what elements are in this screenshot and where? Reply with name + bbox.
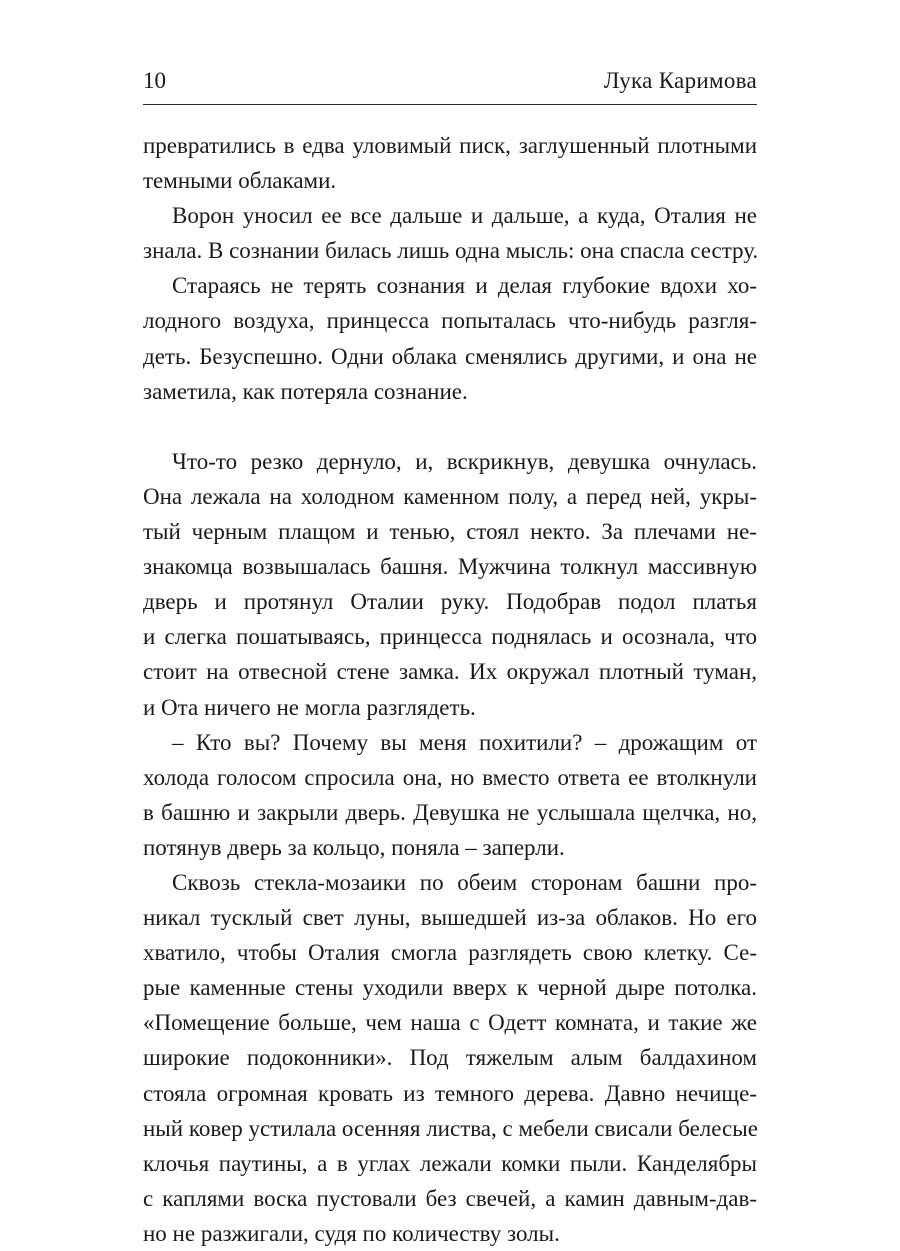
text-line: ный ковер устилала осенняя листва, с мебели свисали белесые bbox=[143, 1115, 758, 1141]
text-line: деть. Безуспешно. Одни облака сменялись другими, и она не bbox=[143, 343, 757, 369]
text-line: заметила, как потеряла сознание. bbox=[143, 378, 468, 404]
text-line: клочья паутины, а в углах лежали комки пыли. Канделябры bbox=[143, 1150, 757, 1176]
running-head-author: Лука Каримова bbox=[603, 68, 757, 93]
text-line: Сквозь стекла-мозаики по обеим сторонам башни про- bbox=[172, 869, 757, 895]
text-line: хватило, чтобы Оталия смогла разглядеть свою клетку. Се- bbox=[143, 940, 757, 966]
text-line: рые каменные стены уходили вверх к черной дыре потолка. bbox=[143, 975, 757, 1001]
text-line: стоит на отвесной стене замка. Их окружал плотный туман, bbox=[143, 659, 757, 685]
text-line: дверь и протянул Оталии руку. Подобрав подол платья bbox=[143, 589, 757, 615]
text-line: темными облаками. bbox=[143, 168, 337, 194]
text-line: Ворон уносил ее все дальше и дальше, а куда, Оталия не bbox=[172, 203, 757, 229]
text-line: знала. В сознании билась лишь одна мысль: она спасла сестру. bbox=[143, 238, 759, 264]
text-line: «Помещение больше, чем наша с Одетт комната, и такие же bbox=[143, 1010, 757, 1036]
text-line: но не разжигали, судя по количеству золы. bbox=[143, 1220, 560, 1246]
body-text bbox=[143, 128, 757, 1251]
text-line: в башню и закрыли дверь. Девушка не услышала щелчка, но, bbox=[143, 799, 757, 825]
text-line: широкие подоконники». Под тяжелым алым балдахином bbox=[143, 1045, 757, 1071]
page-header bbox=[143, 64, 757, 100]
page-number: 10 bbox=[143, 68, 166, 93]
text-line: тый черным плащом и тенью, стоял некто. За плечами не- bbox=[143, 519, 757, 545]
text-line: лодного воздуха, принцесса попыталась что-нибудь разгля- bbox=[143, 308, 757, 334]
text-line: с каплями воска пустовали без свечей, а камин давным-дав- bbox=[143, 1185, 757, 1211]
text-line: холода голосом спросила она, но вместо ответа ее втолкнули bbox=[143, 764, 757, 790]
text-line: превратились в едва уловимый писк, заглушенный плотными bbox=[143, 133, 757, 158]
text-line: потянув дверь за кольцо, поняла – заперли. bbox=[143, 834, 565, 860]
text-line: Она лежала на холодном каменном полу, а перед ней, укры- bbox=[143, 483, 757, 509]
section-break bbox=[143, 409, 757, 444]
text-line: Что-то резко дернуло, и, вскрикнув, девушка очнулась. bbox=[172, 448, 757, 474]
header-rule bbox=[143, 104, 757, 105]
text-line: и Ота ничего не могла разглядеть. bbox=[143, 694, 476, 720]
text-line: знакомца возвышалась башня. Мужчина толкнул массивную bbox=[143, 554, 757, 580]
text-line: стояла огромная кровать из темного дерева. Давно нечище- bbox=[143, 1080, 757, 1106]
text-line: и слегка пошатываясь, принцесса поднялась и осознала, что bbox=[143, 624, 757, 650]
text-line: Стараясь не терять сознания и делая глубокие вдохи хо- bbox=[172, 273, 757, 299]
text-line: – Кто вы? Почему вы меня похитили? – дрожащим от bbox=[172, 729, 757, 755]
text-line: никал тусклый свет луны, вышедшей из-за облаков. Но его bbox=[143, 905, 757, 931]
